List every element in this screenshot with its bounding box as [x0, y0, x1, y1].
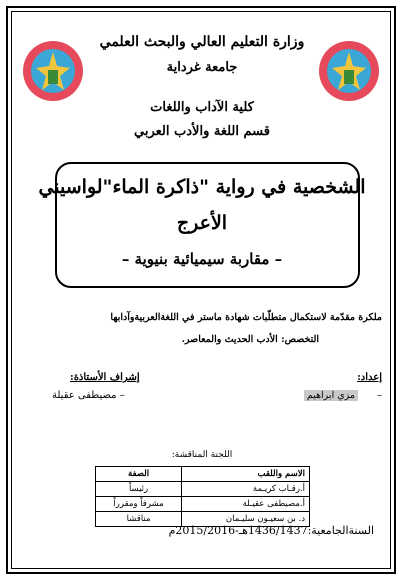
supervisor-label: إشراف الأستاذة:: [70, 372, 140, 383]
column-header-role: الصفة: [96, 467, 182, 482]
supervisor-name: – مصيطفى عقيلة: [52, 390, 125, 401]
academic-year: السنةالجامعية:1436/1437هـ-2015/2016م: [168, 524, 374, 537]
member-name: أ.رقـاب كريـمة: [182, 482, 310, 497]
faculty-name: كلية الآداب واللغات: [150, 100, 254, 115]
committee-title: اللجنة المناقشة:: [171, 450, 233, 460]
thesis-subtitle: – مقاربة سيميائية بنيوية –: [121, 250, 283, 268]
department-name: قسم اللغة والأدب العربي: [134, 124, 270, 139]
committee-header-row: [96, 467, 310, 482]
ministry-name: وزارة التعليم العالي والبحث العلمي: [99, 34, 305, 50]
table-row: [96, 482, 310, 497]
committee-table: [95, 466, 310, 527]
thesis-title-line2: الأعرج: [176, 212, 228, 234]
student-name: مزي ابراهيم: [304, 390, 358, 401]
member-role: مشرفاً ومقرراً: [96, 497, 182, 512]
prepared-by-label: إعداد:: [357, 372, 382, 383]
table-row: [96, 497, 310, 512]
column-header-name: الاسم واللقب: [182, 467, 310, 482]
thesis-title-line1: الشخصية في رواية "ذاكرة الماء"لواسيني: [38, 176, 366, 198]
member-name: د. بن سعيـون سليـمان: [182, 512, 310, 527]
member-role: مناقشا: [96, 512, 182, 527]
university-name: جامعة غرداية: [166, 60, 238, 75]
member-name: أ.مصيطفى عقيـلة: [182, 497, 310, 512]
specialization: التخصص: الأدب الحديث والمعاصر.: [181, 334, 319, 345]
thesis-description-line1: ملكرة مقدّمة لاستكمال متطلّبات شهادة ماستر في اللغةالعربيةوآدابها: [110, 312, 382, 323]
member-role: رئيساً: [96, 482, 182, 497]
prepared-by-dash: –: [377, 390, 382, 401]
